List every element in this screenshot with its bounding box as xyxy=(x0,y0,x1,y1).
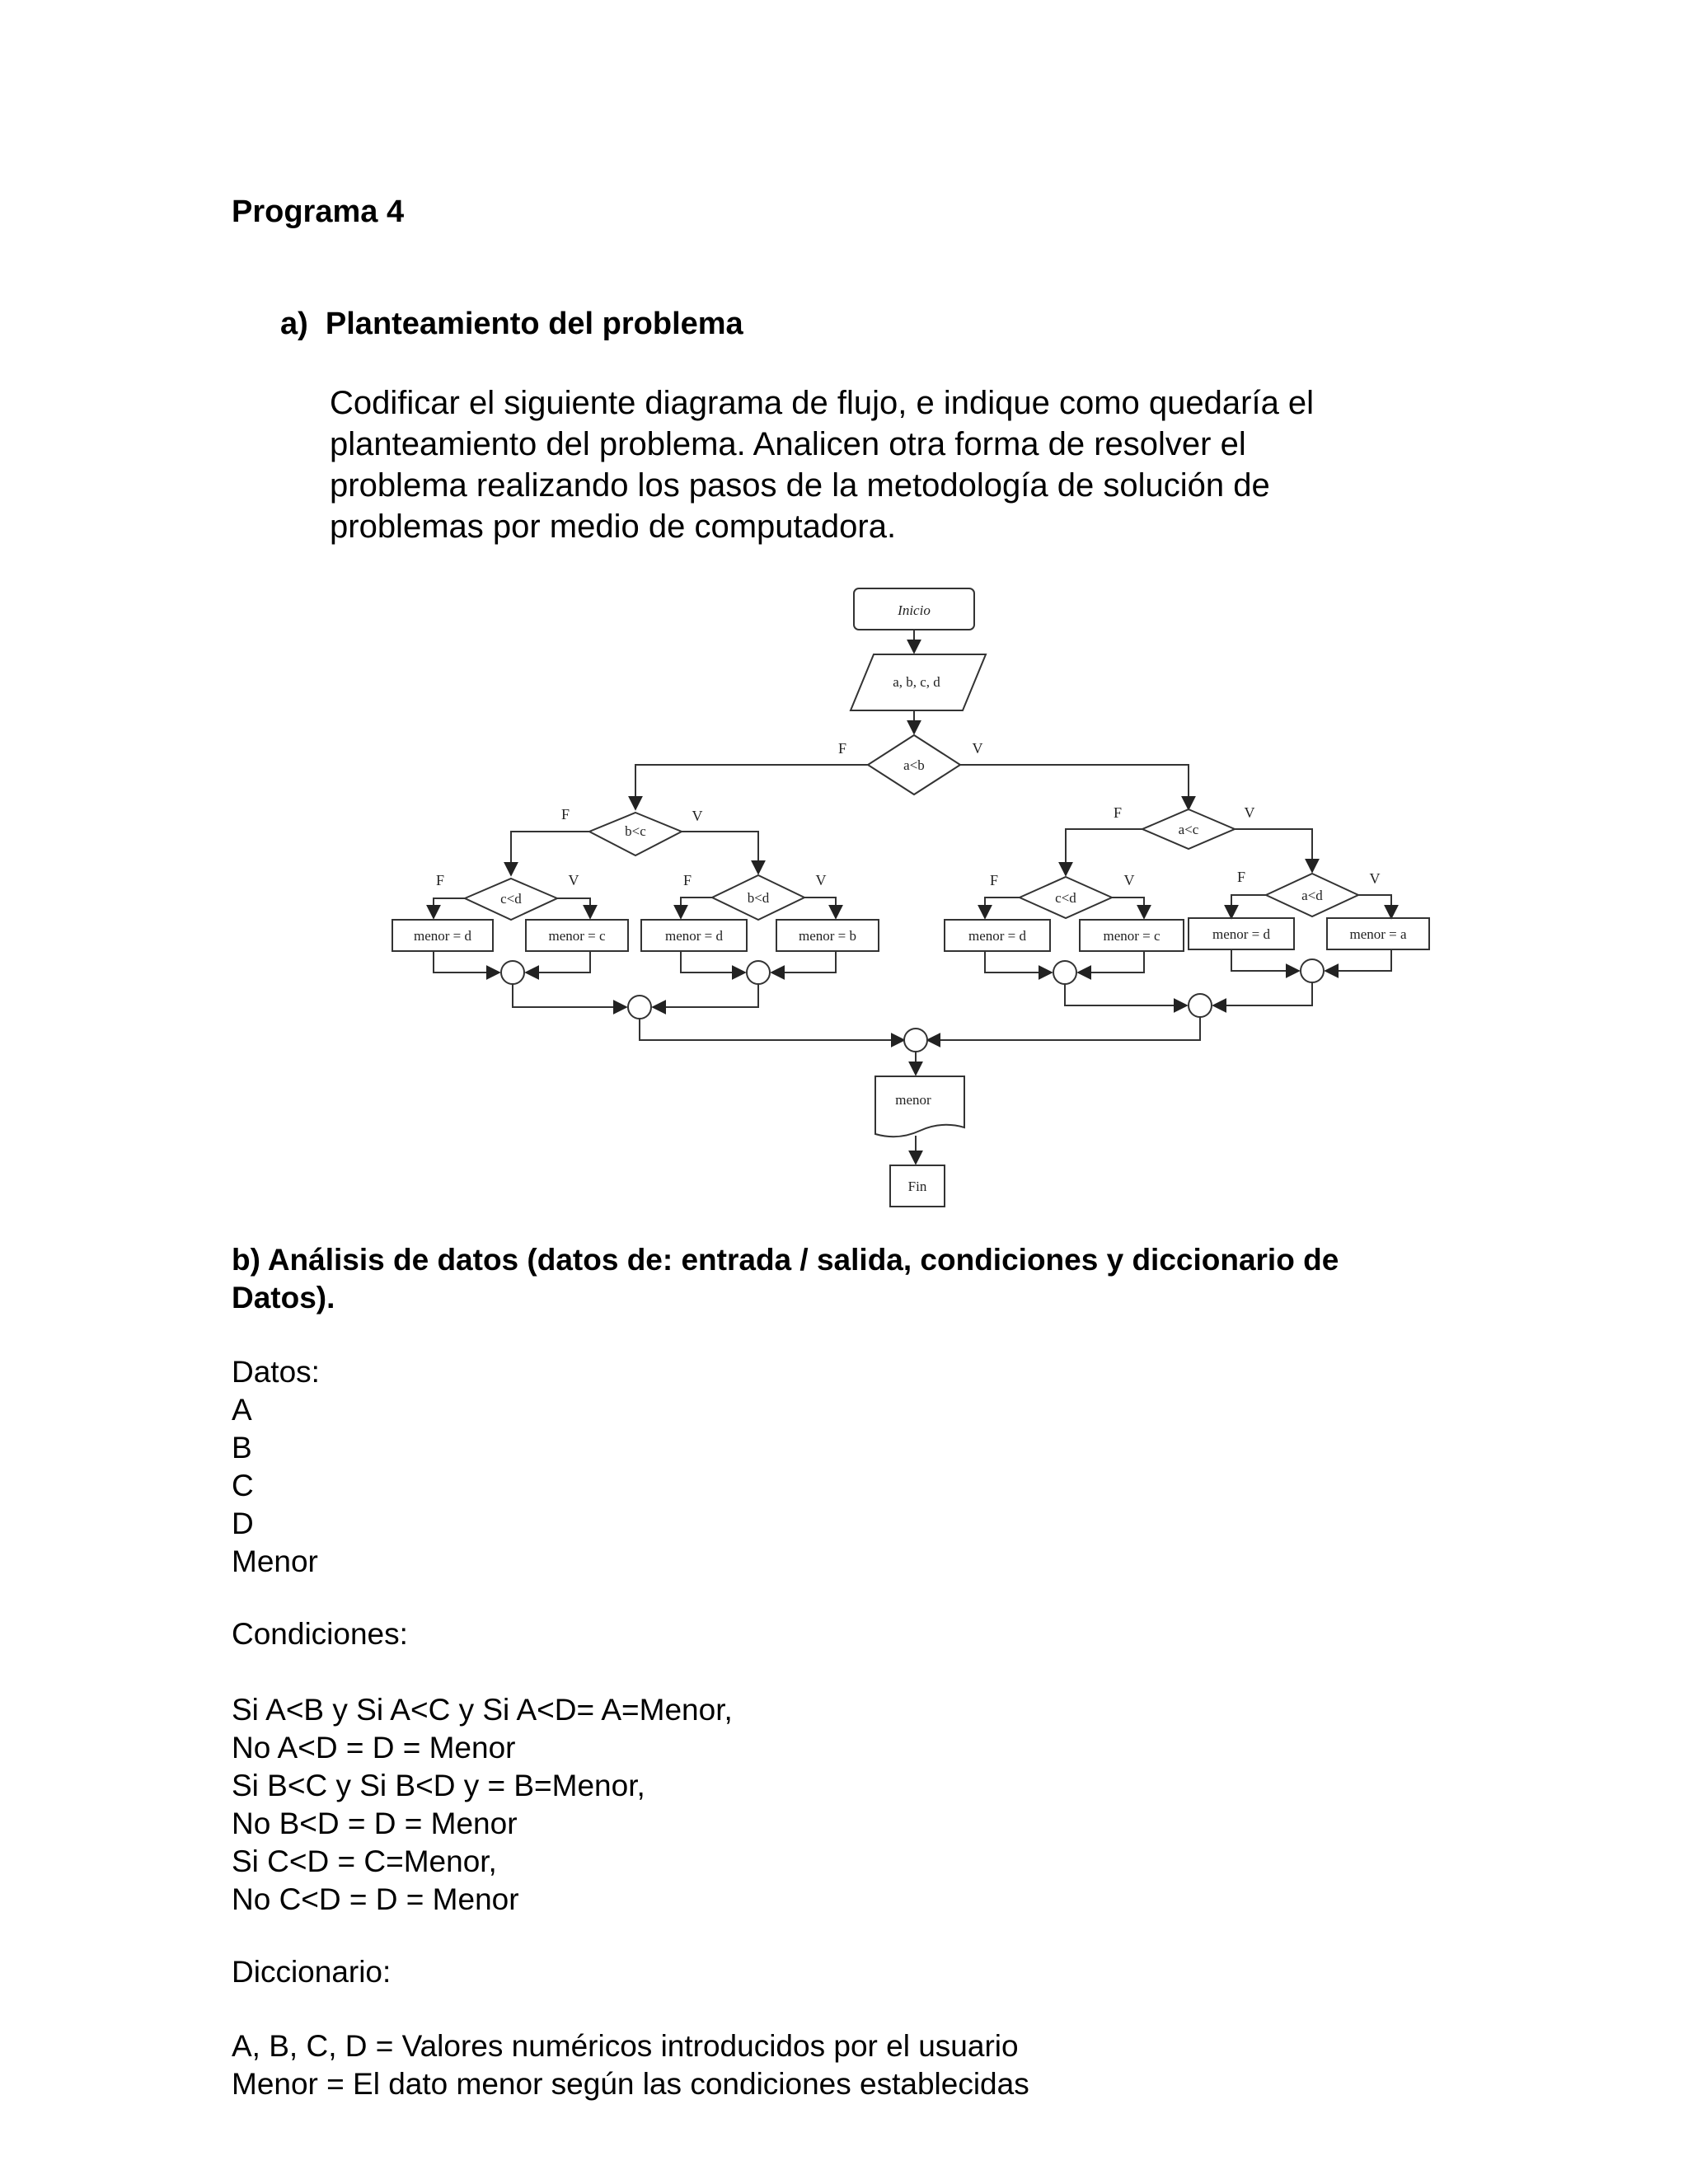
connector-rl xyxy=(1053,961,1076,984)
section-b-heading-line: Datos). xyxy=(232,1281,335,1315)
box-rr-f-label: menor = d xyxy=(1212,926,1271,942)
paragraph-line: planteamiento del problema. Analicen otra forma de resolver el xyxy=(330,426,1246,462)
diccionario-item: A, B, C, D = Valores numéricos introducidos por el usuario xyxy=(232,2029,1019,2063)
connector-lr xyxy=(747,961,770,984)
datos-item: B xyxy=(232,1431,252,1465)
cond-root-label: a<b xyxy=(903,757,925,773)
true-label: V xyxy=(1123,872,1135,888)
diccionario-label: Diccionario: xyxy=(232,1955,392,1989)
datos-item: A xyxy=(232,1393,252,1427)
end-label: Fin xyxy=(907,1179,927,1194)
box-ll-f-label: menor = d xyxy=(413,928,472,944)
true-label: V xyxy=(972,740,983,757)
false-label: F xyxy=(682,872,692,888)
false-label: F xyxy=(1113,804,1123,821)
cond-right-label: a<c xyxy=(1178,822,1199,837)
condicion-item: No C<D = D = Menor xyxy=(232,1882,519,1916)
cond-lr-label: b<d xyxy=(747,890,770,906)
false-label: F xyxy=(837,740,847,757)
cond-left-label: b<c xyxy=(625,823,646,839)
condicion-item: No A<D = D = Menor xyxy=(232,1731,516,1765)
box-lr-f-label: menor = d xyxy=(664,928,724,944)
cond-rl-label: c<d xyxy=(1055,890,1076,906)
false-label: F xyxy=(1236,869,1246,885)
section-a-paragraph xyxy=(330,382,1484,547)
true-label: V xyxy=(568,872,579,888)
cond-ll-label: c<d xyxy=(500,891,522,907)
box-rl-v-label: menor = c xyxy=(1103,928,1160,944)
true-label: V xyxy=(1369,870,1381,887)
cond-rr-label: a<d xyxy=(1301,888,1323,903)
true-label: V xyxy=(692,808,703,824)
paragraph-line: problemas por medio de computadora. xyxy=(330,509,897,545)
datos-label: Datos: xyxy=(232,1355,320,1389)
box-ll-v-label: menor = c xyxy=(548,928,606,944)
condicion-item: Si C<D = C=Menor, xyxy=(232,1844,497,1878)
section-b-heading-line: b) Análisis de datos (datos de: entrada / salida, condiciones y diccionario de xyxy=(232,1243,1339,1277)
condiciones-list xyxy=(232,1691,733,1919)
diccionario-list xyxy=(232,2027,1029,2103)
box-lr-v-label: menor = b xyxy=(798,928,857,944)
box-rr-v-label: menor = a xyxy=(1349,926,1407,942)
false-label: F xyxy=(560,806,570,823)
datos-item: Menor xyxy=(232,1544,318,1578)
condicion-item: Si A<B y Si A<C y Si A<D= A=Menor, xyxy=(232,1693,733,1727)
output-label: menor xyxy=(895,1092,931,1108)
connector-right xyxy=(1189,994,1212,1017)
paragraph-line: problema realizando los pasos de la metodología de solución de xyxy=(330,467,1270,504)
input-label: a, b, c, d xyxy=(893,674,940,690)
connector-rr xyxy=(1301,959,1324,982)
condiciones-label: Condiciones: xyxy=(232,1617,408,1651)
diccionario-item: Menor = El dato menor según las condiciones establecidas xyxy=(232,2067,1029,2101)
false-label: F xyxy=(435,872,445,888)
section-b-heading xyxy=(232,1241,1468,1317)
paragraph-line: Codificar el siguiente diagrama de flujo, e indique como quedaría el xyxy=(330,385,1315,421)
datos-block xyxy=(232,1353,320,1581)
datos-item: C xyxy=(232,1469,254,1502)
section-a-heading: a) Planteamiento del problema xyxy=(280,307,743,341)
flowchart xyxy=(0,577,1688,1220)
connector-main xyxy=(904,1029,927,1052)
start-label: Inicio xyxy=(898,602,931,618)
condicion-item: Si B<C y Si B<D y = B=Menor, xyxy=(232,1769,645,1802)
condicion-item: No B<D = D = Menor xyxy=(232,1807,518,1840)
false-label: F xyxy=(989,872,999,888)
datos-item: D xyxy=(232,1507,254,1540)
connector-left xyxy=(628,996,651,1019)
true-label: V xyxy=(1244,804,1255,821)
true-label: V xyxy=(815,872,827,888)
connector-ll xyxy=(501,961,524,984)
page-title: Programa 4 xyxy=(232,194,405,229)
box-rl-f-label: menor = d xyxy=(968,928,1027,944)
